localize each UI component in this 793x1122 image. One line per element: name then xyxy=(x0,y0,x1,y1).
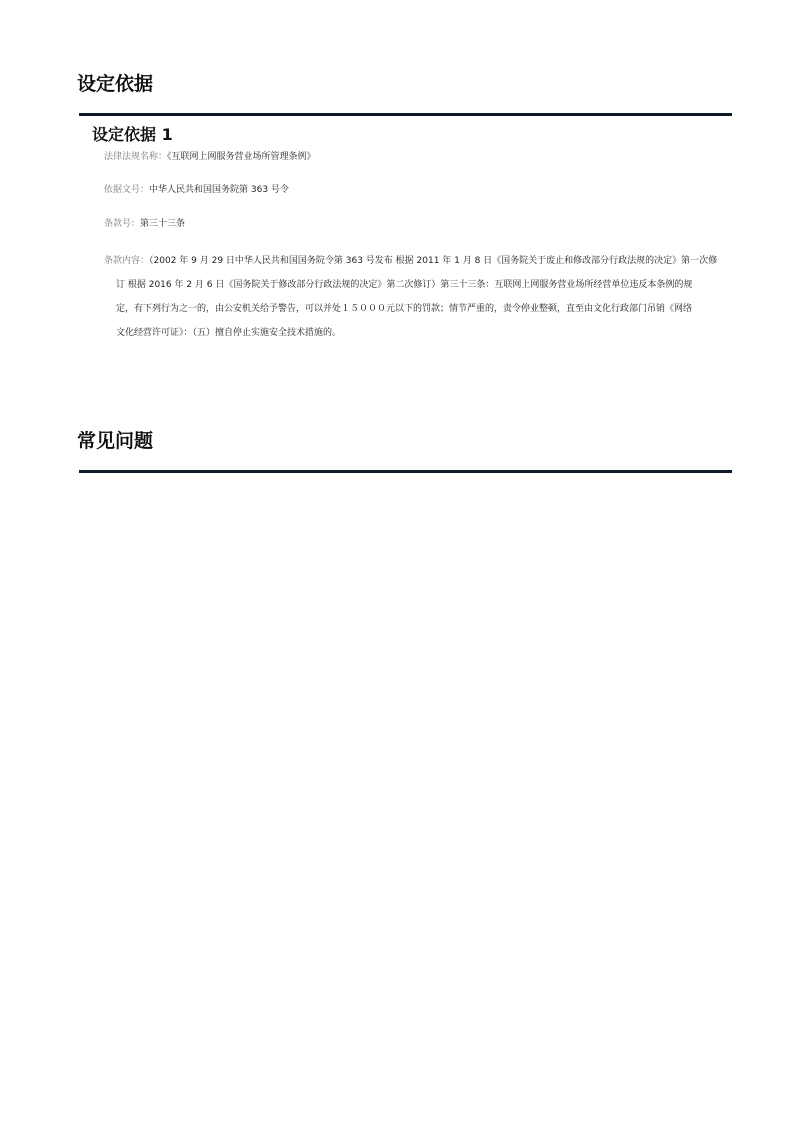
section-title-faq: 常见问题 xyxy=(77,430,154,452)
clause-content-line: 订 根据 2016 年 2 月 6 日《国务院关于修改部分行政法规的决定》第二次修订）第三十三条：互联网上网服务营业场所经营单位违反本条例的规 xyxy=(116,280,693,290)
article-number-label: 条款号： xyxy=(104,219,141,229)
doc-number-field xyxy=(104,184,289,196)
section-divider xyxy=(79,470,732,473)
law-name-label: 法律法规名称： xyxy=(104,152,168,162)
doc-number-value: 中华人民共和国国务院第 363 号令 xyxy=(149,185,289,195)
clause-content-line: 定，有下列行为之一的，由公安机关给予警告，可以并处１５０００元以下的罚款；情节严重的，责令停业整顿，直至由文化行政部门吊销《网络 xyxy=(116,304,693,314)
clause-content-line: （2002 年 9 月 29 日中华人民共和国国务院令第 363 号发布 根据 2011 年 1 月 8 日《国务院关于废止和修改部分行政法规的决定》第一次修 xyxy=(149,256,718,266)
section-title-basis: 设定依据 xyxy=(77,73,154,95)
doc-number-label: 依据文号： xyxy=(104,185,150,195)
clause-content-line: 文化经营许可证》：（五）擅自停止实施安全技术措施的。 xyxy=(116,328,342,338)
law-name-field xyxy=(104,151,316,163)
clause-content-label: 条款内容： xyxy=(104,256,150,266)
law-name-value: 《互联网上网服务营业场所管理条例》 xyxy=(167,152,316,162)
article-number-field xyxy=(104,218,185,230)
basis-item-title: 设定依据 1 xyxy=(92,125,173,144)
clause-content xyxy=(104,249,718,345)
article-number-value: 第三十三条 xyxy=(140,219,186,229)
section-divider xyxy=(79,113,732,116)
